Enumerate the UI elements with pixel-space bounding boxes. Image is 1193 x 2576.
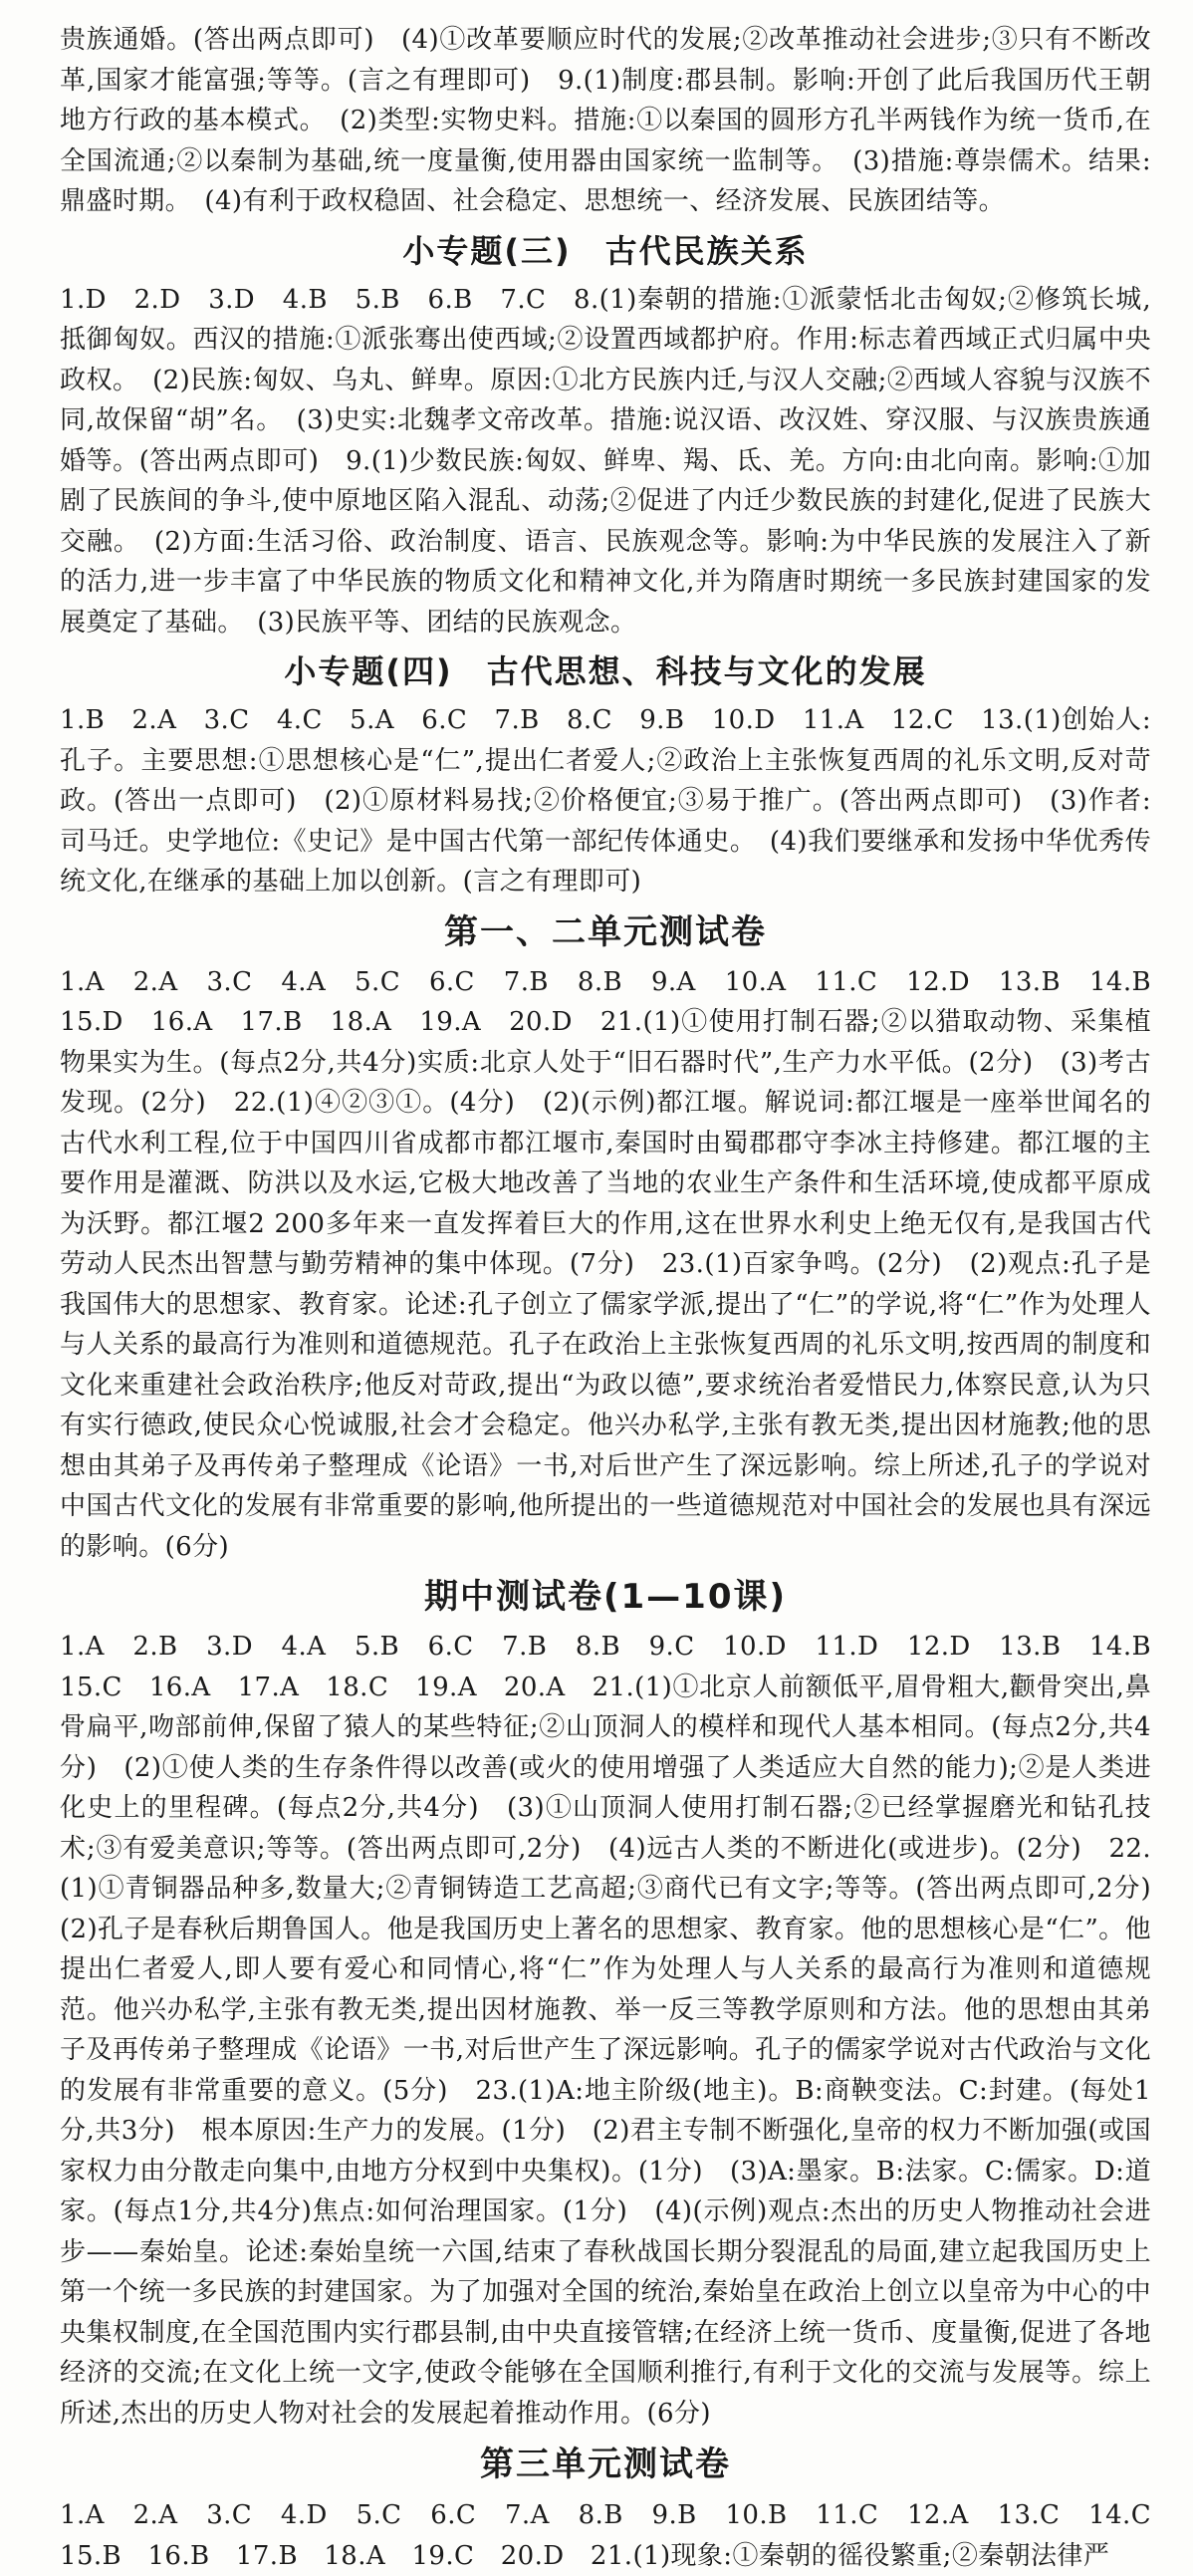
answer-paragraph-topic-4: 1.B 2.A 3.C 4.C 5.A 6.C 7.B 8.C 9.B 10.D 11.A 12.C 13.(1)创始人:孔子。主要思想:①思想核心是“仁”,提出仁者爱人;②政治上主张恢复西周的礼乐文明,反对苛政。(答出一点即可) (2)①原材料易找;②价格便宜;③易于推广。(答出两点即可) (3)作者:司马迁。史学地位:《史记》是中国古代第一部纪传体通史。 (4)我们要继承和发扬中华优秀传统文化,在继承的基础上加以创新。(言之有理即可) xyxy=(60,705,1151,897)
answer-paragraph-topic-3: 1.D 2.D 3.D 4.B 5.B 6.B 7.C 8.(1)秦朝的措施:①派蒙恬北击匈奴;②修筑长城,抵御匈奴。西汉的措施:①派张骞出使西域;②设置西域都护府。作用:标志着西域正式归属中央政权。 (2)民族:匈奴、乌丸、鲜卑。原因:①北方民族内迁,与汉人交融;②西域人容貌与汉族不同,故保留“胡”名。 (3)史实:北魏孝文帝改革。措施:说汉语、改汉姓、穿汉服、与汉族贵族通婚等。(答出两点即可) 9.(1)少数民族:匈奴、鲜卑、羯、氐、羌。方向:由北向南。影响:①加剧了民族间的争斗,使中原地区陷入混乱、动荡;②促进了内迁少数民族的封建化,促进了民族大交融。 (2)方面:生活习俗、政治制度、语言、民族观念等。影响:为中华民族的发展注入了新的活力,进一步丰富了中华民族的物质文化和精神文化,并为隋唐时期统一多民族封建国家的发展奠定了基础。 (3)民族平等、团结的民族观念。 xyxy=(60,284,1151,638)
answer-paragraph-continuation: 贵族通婚。(答出两点即可) (4)①改革要顺应时代的发展;②改革推动社会进步;③只有不断改革,国家才能富强;等等。(言之有理即可) 9.(1)制度:郡县制。影响:开创了此后我国历代王朝地方行政的基本模式。 (2)类型:实物史料。措施:①以秦国的圆形方孔半两钱作为统一货币,在全国流通;②以秦制为基础,统一度量衡,使用器由国家统一监制等。 (3)措施:尊崇儒术。结果:鼎盛时期。 (4)有利于政权稳固、社会稳定、思想统一、经济发展、民族团结等。 xyxy=(60,25,1151,216)
section-title-midterm-test: 期中测试卷(1—10课) xyxy=(423,1577,788,1617)
answer-paragraph-unit-3-test: 1.A 2.A 3.C 4.D 5.C 6.C 7.A 8.B 9.B 10.B 11.C 12.A 13.C 14.C 15.B 16.B 17.B 18.A 19.C 20.D 21.(1)现象:①秦朝的徭役繁重;②秦朝法律严 xyxy=(60,2500,1178,2571)
answer-paragraph-unit-1-2-test: 1.A 2.A 3.C 4.A 5.C 6.C 7.B 8.B 9.A 10.A 11.C 12.D 13.B 14.B 15.D 16.A 17.B 18.A 19.A 20.D 21.(1)①使用打制石器;②以猎取动物、采集植物果实为生。(每点2分,共4分)实质:北京人处于“旧石器时代”,生产力水平低。(2分) (3)考古发现。(2分) 22.(1)④②③①。(4分) (2)(示例)都江堰。解说词:都江堰是一座举世闻名的古代水利工程,位于中国四川省成都市都江堰市,秦国时由蜀郡郡守李冰主持修建。都江堰的主要作用是灌溉、防洪以及水运,它极大地改善了当地的农业生产条件和生活环境,使成都平原成为沃野。都江堰2 200多年来一直发挥着巨大的作用,这在世界水利史上绝无仅有,是我国古代劳动人民杰出智慧与勤劳精神的集中体现。(7分) 23.(1)百家争鸣。(2分) (2)观点:孔子是我国伟大的思想家、教育家。论述:孔子创立了儒家学派,提出了“仁”的学说,将“仁”作为处理人与人关系的最高行为准则和道德规范。孔子在政治上主张恢复西周的礼乐文明,按西周的制度和文化来重建社会政治秩序;他反对苛政,提出“为政以德”,要求统治者爱惜民力,体察民意,认为只有实行德政,使民众心悦诚服,社会才会稳定。他兴办私学,主张有教无类,提出因材施教;他的思想由其弟子及再传弟子整理成《论语》一书,对后世产生了深远影响。综上所述,孔子的学说对中国古代文化的发展有非常重要的影响,他所提出的一些道德规范对中国社会的发展也具有深远的影响。(6分) xyxy=(60,966,1178,1562)
answer-paragraph-midterm-test: 1.A 2.B 3.D 4.A 5.B 6.C 7.B 8.B 9.C 10.D 11.D 12.D 13.B 14.B 15.C 16.A 17.A 18.C 19.A 20.A 21.(1)①北京人前额低平,眉骨粗大,颧骨突出,鼻骨扁平,吻部前伸,保留了猿人的某些特征;②山顶洞人的模样和现代人基本相同。(每点2分,共4分) (2)①使人类的生存条件得以改善(或火的使用增强了人类适应大自然的能力);②是人类进化史上的里程碑。(每点2分,共4分) (3)①山顶洞人使用打制石器;②已经掌握磨光和钻孔技术;③有爱美意识;等等。(答出两点即可,2分) (4)远古人类的不断进化(或进步)。(2分) 22.(1)①青铜器品种多,数量大;②青铜铸造工艺高超;③商代已有文字;等等。(答出两点即可,2分) (2)孔子是春秋后期鲁国人。他是我国历史上著名的思想家、教育家。他的思想核心是“仁”。他提出仁者爱人,即人要有爱心和同情心,将“仁”作为处理人与人关系的最高行为准则和道德规范。他兴办私学,主张有教无类,提出因材施教、举一反三等教学原则和方法。他的思想由其弟子及再传弟子整理成《论语》一书,对后世产生了深远影响。孔子的儒家学说对古代政治与文化的发展有非常重要的意义。(5分) 23.(1)A:地主阶级(地主)。B:商鞅变法。C:封建。(每处1分,共3分) 根本原因:生产力的发展。(1分) (2)君主专制不断强化,皇帝的权力不断加强(或国家权力由分散走向集中,由地方分权到中央集权)。(1分) (3)A:墨家。B:法家。C:儒家。D:道家。(每点1分,共4分)焦点:如何治理国家。(1分) (4)(示例)观点:杰出的历史人物推动社会进步——秦始皇。论述:秦始皇统一六国,结束了春秋战国长期分裂混乱的局面,建立起我国历史上第一个统一多民族的封建国家。为了加强对全国的统治,秦始皇在政治上创立以皇帝为中心的中央集权制度,在全国范围内实行郡县制,由中央直接管辖;在经济上统一货币、度量衡,促进了各地经济的交流;在文化上统一文字,使政令能够在全国顺利推行,有利于文化的交流与发展等。综上所述,杰出的历史人物对社会的发展起着推动作用。(6分) xyxy=(60,1632,1178,2429)
section-title-unit-3-test: 第三单元测试卷 xyxy=(480,2445,731,2484)
section-title-topic-4: 小专题(四) 古代思想、科技与文化的发展 xyxy=(284,652,927,690)
section-title-unit-1-2-test: 第一、二单元测试卷 xyxy=(444,911,767,952)
section-title-topic-3: 小专题(三) 古代民族关系 xyxy=(402,231,809,270)
